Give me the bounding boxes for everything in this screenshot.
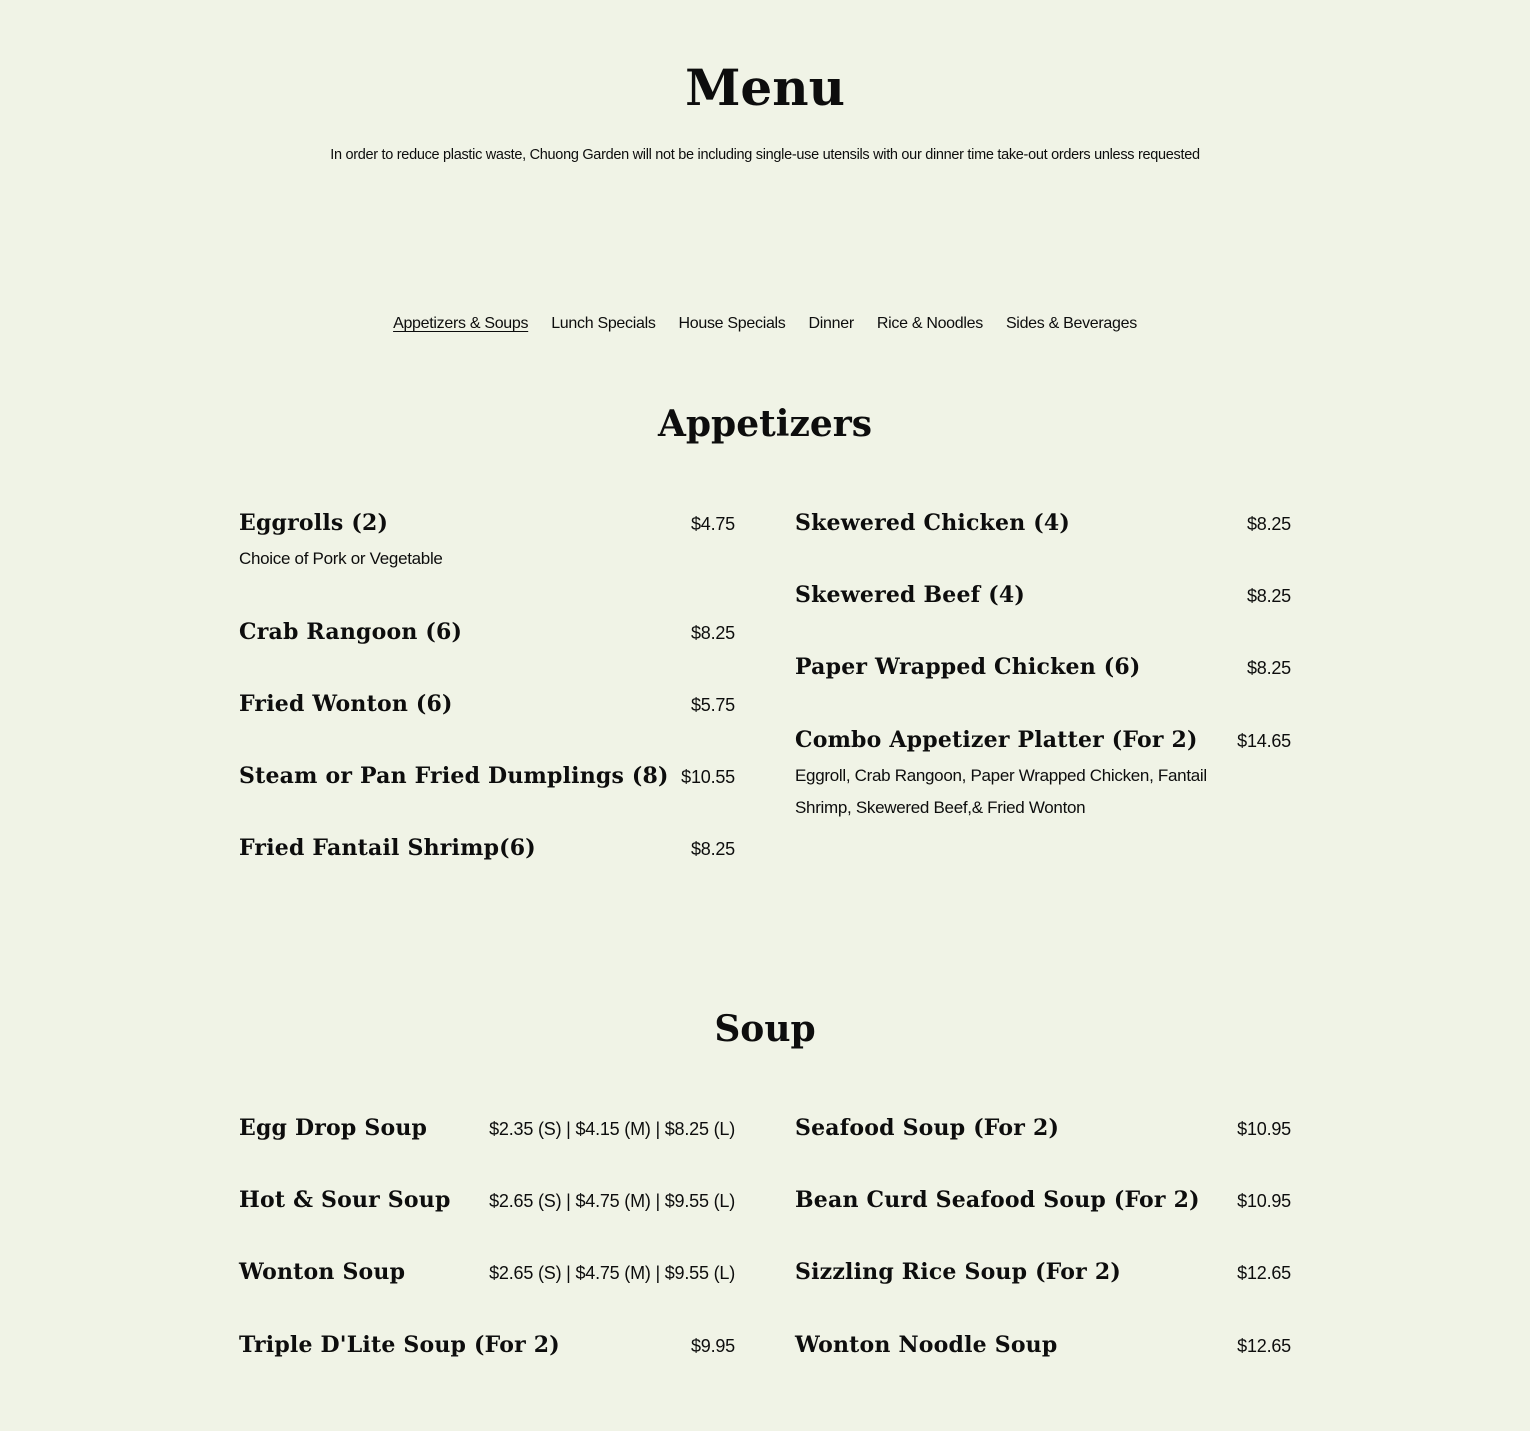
menu-item <box>239 761 735 792</box>
nav-tab-rice-noodles[interactable]: Rice & Noodles <box>876 315 983 332</box>
item-name: Seafood Soup (For 2) <box>795 1115 1060 1141</box>
item-name: Triple D'Lite Soup (For 2) <box>239 1332 560 1358</box>
item-price: $2.35 (S) | $4.15 (M) | $8.25 (L) <box>489 1119 735 1139</box>
nav-tab-lunch-specials[interactable]: Lunch Specials <box>551 315 656 332</box>
item-price: $8.25 <box>1246 586 1291 606</box>
item-price: $4.75 <box>690 514 735 534</box>
item-name: Hot & Sour Soup <box>239 1187 451 1213</box>
menu-item <box>239 689 735 720</box>
menu-item <box>795 1257 1291 1288</box>
item-price: $5.75 <box>690 695 735 715</box>
menu-item <box>795 725 1291 824</box>
menu-item <box>795 580 1291 611</box>
item-name: Fried Wonton (6) <box>239 691 453 717</box>
item-name: Bean Curd Seafood Soup (For 2) <box>795 1187 1200 1213</box>
item-description: Eggroll, Crab Rangoon, Paper Wrapped Chicken, Fantail Shrimp, Skewered Beef,& Fried Wonton <box>795 766 1207 817</box>
menu-item <box>795 652 1291 683</box>
soup-heading: Soup <box>714 1008 816 1050</box>
item-name: Eggrolls (2) <box>239 510 389 536</box>
item-price: $8.25 <box>690 623 735 643</box>
item-price: $12.65 <box>1237 1336 1291 1356</box>
menu-item <box>239 1113 735 1144</box>
menu-item <box>795 508 1291 539</box>
item-name: Steam or Pan Fried Dumplings (8) <box>239 763 669 789</box>
nav-tab-appetizers-soups[interactable]: Appetizers & Soups <box>393 315 529 332</box>
item-price: $12.65 <box>1237 1263 1291 1283</box>
item-name: Crab Rangoon (6) <box>239 619 463 645</box>
item-price: $2.65 (S) | $4.75 (M) | $9.55 (L) <box>489 1263 735 1283</box>
item-price: $14.65 <box>1237 731 1291 751</box>
menu-item <box>795 1113 1291 1144</box>
item-price: $2.65 (S) | $4.75 (M) | $9.55 (L) <box>489 1191 735 1211</box>
item-price: $10.95 <box>1237 1119 1291 1139</box>
menu-item <box>239 1330 735 1361</box>
item-price: $9.95 <box>690 1336 735 1356</box>
menu-category-nav <box>0 312 1530 336</box>
nav-tab-sides-beverages[interactable]: Sides & Beverages <box>1005 315 1137 332</box>
item-name: Paper Wrapped Chicken (6) <box>795 654 1141 680</box>
item-name: Combo Appetizer Platter (For 2) <box>795 727 1198 753</box>
item-name: Skewered Chicken (4) <box>795 510 1070 536</box>
item-name: Egg Drop Soup <box>239 1115 428 1141</box>
item-description: Choice of Pork or Vegetable <box>239 549 443 568</box>
menu-item <box>795 1330 1291 1361</box>
item-name: Skewered Beef (4) <box>795 582 1025 608</box>
appetizers-heading: Appetizers <box>657 403 873 445</box>
menu-item <box>795 1185 1291 1216</box>
item-price: $10.55 <box>681 767 735 787</box>
nav-tab-dinner[interactable]: Dinner <box>808 315 854 332</box>
item-name: Wonton Noodle Soup <box>795 1332 1058 1358</box>
menu-item <box>239 617 735 648</box>
item-name: Wonton Soup <box>239 1259 406 1285</box>
item-price: $8.25 <box>1246 514 1291 534</box>
page-title: Menu <box>685 58 845 117</box>
item-price: $8.25 <box>1246 658 1291 678</box>
menu-item <box>239 508 735 575</box>
menu-item <box>239 833 735 864</box>
item-name: Fried Fantail Shrimp(6) <box>239 835 536 861</box>
menu-item <box>239 1257 735 1288</box>
menu-item <box>239 1185 735 1216</box>
item-price: $8.25 <box>690 839 735 859</box>
item-price: $10.95 <box>1237 1191 1291 1211</box>
item-name: Sizzling Rice Soup (For 2) <box>795 1259 1121 1285</box>
utensils-notice: In order to reduce plastic waste, Chuong Garden will not be including single-use utensils with our dinner time take-out orders unless requested <box>330 147 1200 163</box>
nav-tab-house-specials[interactable]: House Specials <box>678 315 786 332</box>
